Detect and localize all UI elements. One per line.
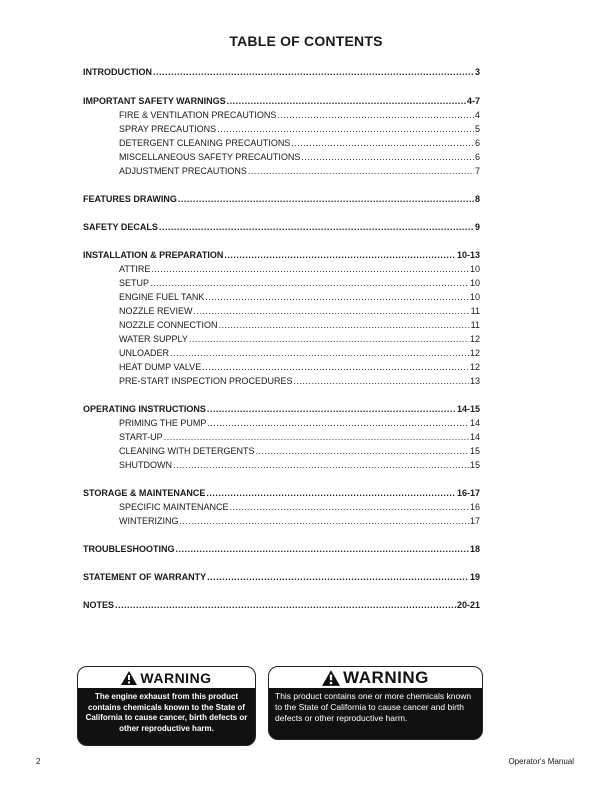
toc-entry bbox=[83, 403, 480, 416]
toc-entry bbox=[119, 361, 480, 374]
toc-leader-dots bbox=[230, 501, 469, 514]
toc-entry-label: START-UP bbox=[119, 432, 163, 442]
toc-leader-dots bbox=[189, 333, 469, 346]
toc-entry-label: FIRE & VENTILATION PRECAUTIONS bbox=[119, 110, 277, 120]
toc-entry-page: 3 bbox=[474, 67, 480, 77]
toc-entry bbox=[119, 459, 480, 472]
warning-text: The engine exhaust from this product contains chemicals known to the State of California to cause cancer, birth defects or other reproductive harm. bbox=[85, 692, 248, 733]
toc-entry-label: ATTIRE bbox=[119, 264, 151, 274]
toc-entry-label: SAFETY DECALS bbox=[83, 222, 158, 232]
toc-leader-dots bbox=[176, 543, 469, 556]
toc-entry bbox=[119, 501, 480, 514]
toc-entry-label: HEAT DUMP VALVE bbox=[119, 362, 202, 372]
toc-entry-label: DETERGENT CLEANING PRECAUTIONS bbox=[119, 138, 291, 148]
toc-entry-label: NOZZLE CONNECTION bbox=[119, 320, 218, 330]
toc-entry-label: PRE-START INSPECTION PROCEDURES bbox=[119, 376, 293, 386]
page-title: TABLE OF CONTENTS bbox=[229, 33, 383, 49]
toc-entry-label: WATER SUPPLY bbox=[119, 334, 188, 344]
toc-leader-dots bbox=[207, 417, 469, 430]
toc-entry bbox=[119, 165, 480, 178]
toc-leader-dots bbox=[207, 403, 456, 416]
toc-entry-page: 14 bbox=[469, 418, 480, 428]
warning-box-prop65 bbox=[268, 666, 483, 740]
warning-triangle-icon bbox=[322, 670, 340, 686]
toc-leader-dots bbox=[206, 487, 456, 500]
toc-entry bbox=[119, 375, 480, 388]
toc-leader-dots bbox=[294, 375, 469, 388]
toc-leader-dots bbox=[224, 249, 456, 262]
toc-entry-page: 7 bbox=[474, 166, 480, 176]
toc-entry-page: 16 bbox=[469, 502, 480, 512]
toc-leader-dots bbox=[219, 319, 470, 332]
toc-entry-page: 14 bbox=[469, 432, 480, 442]
toc-entry-page: 9 bbox=[474, 222, 480, 232]
toc-entry-label: SHUTDOWN bbox=[119, 460, 172, 470]
toc-entry-label: FEATURES DRAWING bbox=[83, 194, 177, 204]
toc-entry bbox=[119, 277, 480, 290]
toc-entry-label: STORAGE & MAINTENANCE bbox=[83, 488, 206, 498]
toc-entry bbox=[119, 333, 480, 346]
warning-triangle-icon bbox=[121, 671, 137, 685]
toc-leader-dots bbox=[202, 361, 469, 374]
toc-leader-dots bbox=[180, 515, 469, 528]
toc-entry bbox=[119, 445, 480, 458]
toc-entry-label: NOTES bbox=[83, 600, 115, 610]
toc-entry bbox=[119, 263, 480, 276]
toc-leader-dots bbox=[159, 221, 474, 234]
toc-entry bbox=[83, 66, 480, 79]
toc-entry-label: SETUP bbox=[119, 278, 150, 288]
toc-leader-dots bbox=[217, 123, 474, 136]
toc-entry bbox=[119, 151, 480, 164]
toc-leader-dots bbox=[164, 431, 469, 444]
toc-entry-label: WINTERIZING bbox=[119, 516, 179, 526]
toc-entry bbox=[83, 193, 480, 206]
toc-entry bbox=[83, 221, 480, 234]
toc-entry bbox=[119, 305, 480, 318]
manual-name: Operator's Manual bbox=[508, 757, 574, 766]
toc-entry bbox=[119, 291, 480, 304]
toc-leader-dots bbox=[301, 151, 474, 164]
toc-entry bbox=[83, 599, 480, 612]
toc-entry-page: 15 bbox=[469, 460, 480, 470]
toc-entry bbox=[83, 487, 480, 500]
toc-entry-page: 11 bbox=[470, 306, 480, 316]
toc-entry-label: STATEMENT OF WARRANTY bbox=[83, 572, 207, 582]
toc-leader-dots bbox=[115, 599, 456, 612]
toc-leader-dots bbox=[150, 277, 469, 290]
toc-entry-page: 4-7 bbox=[466, 96, 480, 106]
toc-entry-page: 12 bbox=[469, 362, 480, 372]
toc-entry-page: 6 bbox=[474, 138, 480, 148]
warning-header bbox=[78, 667, 255, 688]
toc-entry-page: 19 bbox=[469, 572, 480, 582]
warning-header bbox=[269, 667, 482, 688]
toc-entry-label: INTRODUCTION bbox=[83, 67, 152, 77]
toc-leader-dots bbox=[178, 193, 474, 206]
toc-entry-label: UNLOADER bbox=[119, 348, 170, 358]
toc-entry-page: 5 bbox=[474, 124, 480, 134]
toc-entry bbox=[119, 431, 480, 444]
toc-entry-page: 20-21 bbox=[456, 600, 480, 610]
toc-entry-page: 13 bbox=[469, 376, 480, 386]
toc-entry-label: TROUBLESHOOTING bbox=[83, 544, 175, 554]
toc-leader-dots bbox=[194, 305, 470, 318]
toc-entry-label: PRIMING THE PUMP bbox=[119, 418, 207, 428]
toc-entry-page: 14-15 bbox=[456, 404, 480, 414]
toc-entry-page: 10-13 bbox=[456, 250, 480, 260]
toc-entry bbox=[119, 123, 480, 136]
toc-entry-page: 10 bbox=[469, 278, 480, 288]
toc-entry-label: SPECIFIC MAINTENANCE bbox=[119, 502, 229, 512]
toc-entry-page: 4 bbox=[474, 110, 480, 120]
toc-entry bbox=[119, 347, 480, 360]
toc-leader-dots bbox=[277, 109, 474, 122]
toc-leader-dots bbox=[207, 571, 469, 584]
toc-leader-dots bbox=[151, 263, 469, 276]
toc-entry-label: INSTALLATION & PREPARATION bbox=[83, 250, 224, 260]
toc-entry-page: 18 bbox=[469, 544, 480, 554]
toc-entry-page: 12 bbox=[469, 348, 480, 358]
toc-entry-label: IMPORTANT SAFETY WARNINGS bbox=[83, 96, 226, 106]
toc-entry-label: OPERATING INSTRUCTIONS bbox=[83, 404, 206, 414]
toc-entry-label: CLEANING WITH DETERGENTS bbox=[119, 446, 255, 456]
warning-text: This product contains one or more chemicals known to the State of California to cause cancer and birth defects or other reproductive harm. bbox=[275, 691, 472, 723]
toc-leader-dots bbox=[256, 445, 469, 458]
toc-entry-page: 6 bbox=[474, 152, 480, 162]
toc-leader-dots bbox=[248, 165, 474, 178]
toc-entry-label: ENGINE FUEL TANK bbox=[119, 292, 205, 302]
warning-box-exhaust bbox=[77, 666, 256, 746]
toc-leader-dots bbox=[153, 66, 474, 79]
toc-leader-dots bbox=[227, 95, 466, 108]
toc-entry-page: 8 bbox=[474, 194, 480, 204]
toc-leader-dots bbox=[291, 137, 474, 150]
warning-title: WARNING bbox=[343, 667, 429, 687]
toc-entry bbox=[119, 515, 480, 528]
toc-entry bbox=[83, 571, 480, 584]
toc-entry bbox=[119, 319, 480, 332]
toc-entry-page: 10 bbox=[469, 292, 480, 302]
toc-entry-label: MISCELLANEOUS SAFETY PRECAUTIONS bbox=[119, 152, 301, 162]
toc-entry bbox=[83, 543, 480, 556]
toc-entry bbox=[83, 95, 480, 108]
toc-entry bbox=[119, 109, 480, 122]
toc-entry-page: 11 bbox=[470, 320, 480, 330]
toc-entry-page: 10 bbox=[469, 264, 480, 274]
toc-entry-page: 15 bbox=[469, 446, 480, 456]
toc-entry-page: 12 bbox=[469, 334, 480, 344]
toc-leader-dots bbox=[173, 459, 469, 472]
toc-entry-page: 17 bbox=[469, 516, 480, 526]
toc-entry bbox=[119, 137, 480, 150]
toc-leader-dots bbox=[170, 347, 469, 360]
warning-title: WARNING bbox=[140, 669, 212, 686]
toc-entry bbox=[83, 249, 480, 262]
toc-entry-page: 16-17 bbox=[456, 488, 480, 498]
toc-entry-label: SPRAY PRECAUTIONS bbox=[119, 124, 217, 134]
toc-entry-label: NOZZLE REVIEW bbox=[119, 306, 193, 316]
toc-entry-label: ADJUSTMENT PRECAUTIONS bbox=[119, 166, 247, 176]
toc-entry bbox=[119, 417, 480, 430]
toc-leader-dots bbox=[205, 291, 469, 304]
page-number: 2 bbox=[36, 757, 41, 766]
